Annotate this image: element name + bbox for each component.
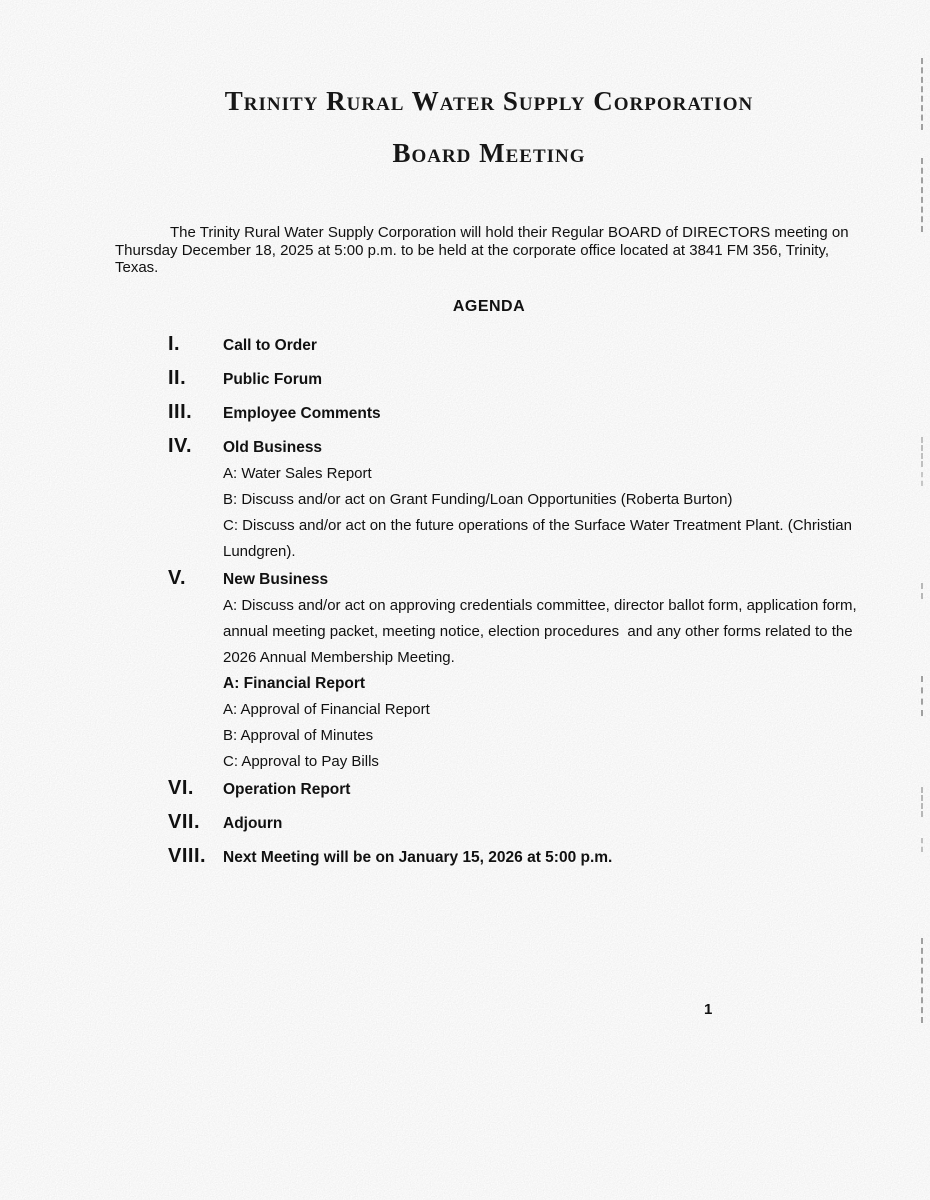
item-numeral: III.	[168, 400, 193, 423]
page-number: 1	[704, 1001, 713, 1018]
document-subtitle: Board Meeting	[392, 138, 586, 168]
scan-artifact-line	[921, 437, 923, 467]
scan-artifact-line	[921, 676, 923, 716]
item-label: Operation Report	[223, 780, 351, 798]
scan-artifact-line	[921, 938, 923, 1023]
item-label: Next Meeting will be on January 15, 2026 at 5:00 p.m.	[223, 848, 613, 866]
agenda-sub-item: annual meeting packet, meeting notice, election procedures and any other forms related to the	[223, 622, 853, 640]
agenda-item-call-to-order	[168, 334, 863, 356]
agenda-sub-item: A: Discuss and/or act on approving credentials committee, director ballot form, application form,	[223, 596, 857, 614]
intro-line: The Trinity Rural Water Supply Corporation will hold their Regular BOARD of DIRECTORS meeting on	[170, 224, 849, 241]
agenda-sub-item: Lundgren).	[223, 542, 296, 560]
item-numeral: VI.	[168, 776, 194, 799]
scan-artifact-line	[921, 158, 923, 232]
intro-line: Thursday December 18, 2025 at 5:00 p.m. to be held at the corporate office located at 3841 FM 356, Trinity,	[115, 241, 830, 259]
item-numeral: IV.	[168, 434, 193, 457]
item-label: New Business	[223, 570, 329, 588]
agenda-sub-item: 2026 Annual Membership Meeting.	[223, 648, 455, 666]
item-numeral: I.	[168, 332, 181, 355]
item-numeral: II.	[168, 366, 187, 389]
agenda-sub-item: A: Approval of Financial Report	[223, 700, 430, 718]
scan-artifact-line	[921, 838, 923, 852]
agenda-item-operation-report	[168, 778, 863, 800]
item-label: Adjourn	[223, 814, 283, 832]
agenda-item-new-business	[168, 568, 863, 590]
agenda-item-employee-comments	[168, 402, 863, 424]
item-label: Employee Comments	[223, 404, 381, 422]
agenda-item-next-meeting	[168, 846, 863, 868]
scan-artifact-line	[921, 472, 923, 486]
item-label: Old Business	[223, 438, 323, 456]
agenda-list	[115, 334, 863, 868]
scan-artifact-line	[921, 58, 923, 130]
agenda-item-public-forum	[168, 368, 863, 390]
intro-paragraph	[115, 224, 863, 277]
document-body	[115, 0, 863, 880]
agenda-item-old-business	[168, 436, 863, 458]
item-label: Call to Order	[223, 336, 317, 354]
agenda-sub-item: A: Water Sales Report	[223, 464, 372, 482]
document-title: Trinity Rural Water Supply Corporation	[224, 86, 754, 116]
intro-line: Texas.	[115, 259, 159, 276]
agenda-sub-item: B: Discuss and/or act on Grant Funding/Loan Opportunities (Roberta Burton)	[223, 490, 733, 508]
scan-artifact-line	[921, 787, 923, 817]
agenda-sub-heading-financial-report: A: Financial Report	[223, 674, 366, 692]
item-numeral: VII.	[168, 810, 201, 833]
item-label: Public Forum	[223, 370, 323, 388]
old-business-sub-items	[223, 464, 863, 562]
agenda-sub-item: B: Approval of Minutes	[223, 726, 374, 744]
agenda-sub-item: C: Discuss and/or act on the future operations of the Surface Water Treatment Plant. (Christian	[223, 516, 852, 534]
scan-artifact-line	[921, 583, 923, 599]
item-numeral: VIII.	[168, 844, 207, 867]
new-business-sub-items	[223, 596, 863, 772]
agenda-item-adjourn	[168, 812, 863, 834]
agenda-heading: AGENDA	[452, 297, 526, 315]
agenda-sub-item: C: Approval to Pay Bills	[223, 752, 379, 770]
item-numeral: V.	[168, 566, 187, 589]
